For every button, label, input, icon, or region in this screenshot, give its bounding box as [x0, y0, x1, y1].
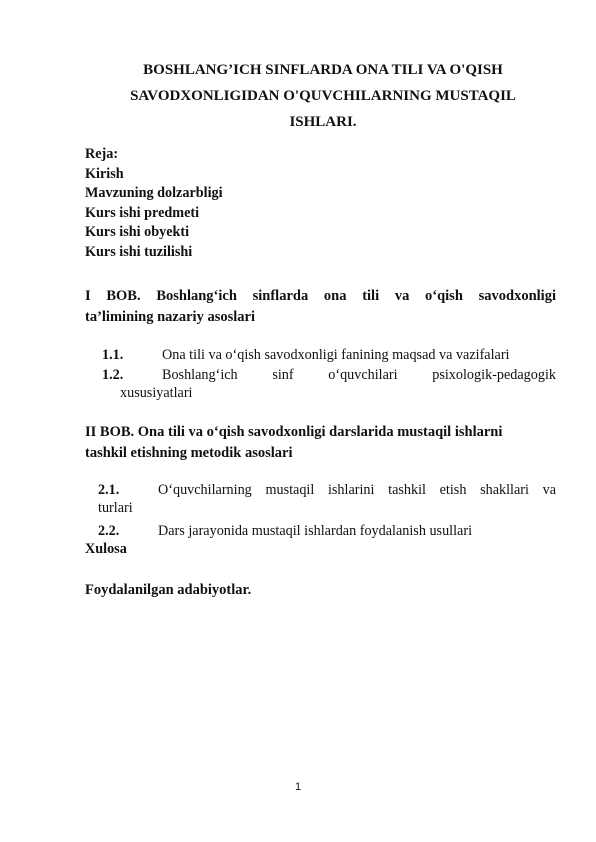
section-2-1	[98, 481, 556, 517]
chapter-2-heading	[85, 422, 556, 464]
page-number: 1	[294, 781, 302, 793]
chapter-1-line-1	[85, 286, 556, 307]
section-title-word: ishlarini	[327, 482, 375, 498]
chapter-1-word: va	[394, 288, 410, 304]
section-title-word: o‘quvchilari	[328, 367, 398, 383]
chapter-1-word: Boshlang‘ich	[156, 288, 237, 304]
section-title: Ona tili va o‘qish savodxonligi fanining maqsad va vazifalari	[162, 347, 510, 363]
section-title-continuation: turlari	[98, 500, 133, 516]
section-number: 2.1.	[98, 482, 120, 498]
references-heading: Foydalanilgan adabiyotlar.	[85, 582, 252, 598]
section-2-2	[98, 522, 556, 540]
section-number: 1.2.	[102, 367, 124, 383]
title-line-1: BOSHLANG’ICH SINFLARDA ONA TILI VA O'QISH	[143, 62, 503, 78]
section-title-word: va	[542, 482, 556, 498]
chapter-2-line-1: II BOB. Ona tili va o‘qish savodxonligi darslarida mustaqil ishlarni	[85, 424, 503, 440]
plan-heading: Reja:	[85, 146, 119, 162]
section-title-continuation: xususiyatlari	[120, 385, 193, 401]
plan-list	[85, 145, 223, 262]
plan-item: Kurs ishi predmeti	[85, 204, 200, 221]
chapter-1-word: tili	[362, 288, 380, 304]
chapter-1-heading	[85, 286, 556, 328]
section-1-2	[102, 366, 556, 402]
chapter-1-word: I	[85, 288, 91, 304]
conclusion-heading: Xulosa	[85, 541, 127, 557]
section-title-word: shakllari	[480, 482, 529, 498]
section-title: Dars jarayonida mustaqil ishlardan foydalanish usullari	[158, 523, 473, 539]
chapter-1-word: savodxonligi	[478, 288, 556, 304]
section-title-word: etish	[439, 482, 467, 498]
chapter-1-word: ona	[323, 288, 347, 304]
section-number: 1.1.	[102, 347, 124, 363]
document-title	[90, 57, 556, 135]
chapter-2-line-2: tashkil etishning metodik asoslari	[85, 445, 293, 461]
section-title-word: O‘quvchilarning	[158, 482, 252, 498]
section-title-word: mustaqil	[265, 482, 315, 498]
chapter-1-line-2: ta’limining nazariy asoslari	[85, 309, 255, 325]
section-title-word: tashkil	[388, 482, 426, 498]
chapter-1-word: BOB.	[106, 288, 141, 304]
plan-item: Kirish	[85, 165, 124, 182]
section-title-word: Boshlang‘ich	[162, 367, 238, 383]
plan-item: Kurs ishi tuzilishi	[85, 243, 193, 260]
plan-item: Kurs ishi obyekti	[85, 224, 190, 240]
plan-item: Mavzuning dolzarbligi	[85, 185, 223, 201]
section-number: 2.2.	[98, 523, 120, 539]
title-line-2: SAVODXONLIGIDAN O'QUVCHILARNING MUSTAQIL	[130, 88, 516, 104]
section-title	[158, 481, 556, 499]
section-title-word: sinf	[272, 367, 294, 383]
section-title	[162, 366, 556, 384]
chapter-1-word: o‘qish	[425, 288, 463, 304]
title-line-3: ISHLARI.	[289, 114, 357, 130]
section-title-word: psixologik-pedagogik	[432, 367, 556, 383]
chapter-1-word: sinflarda	[252, 288, 309, 304]
section-1-1	[102, 346, 556, 364]
